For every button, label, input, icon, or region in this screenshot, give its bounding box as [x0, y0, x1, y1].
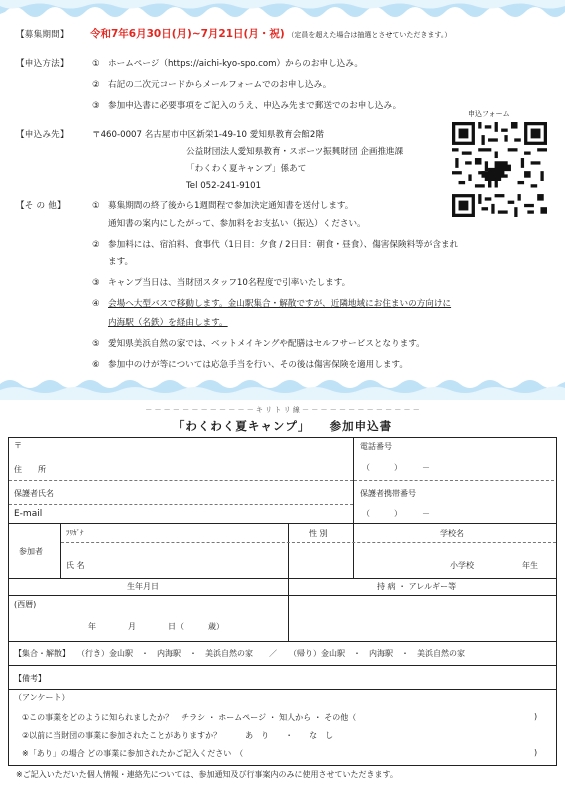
remarks-label: 【備考】: [14, 674, 46, 683]
survey-question-2[interactable]: ②以前に当財団の事業に参加されたことがありますか？ あ り ・ な し: [22, 731, 334, 740]
mobile-field[interactable]: （ ） －: [362, 509, 430, 518]
survey-label: （アンケート）: [14, 693, 70, 702]
participant-name-label: 氏 名: [66, 561, 85, 570]
other-item-1-line-2: 通知書の案内にしたがって、参加料をお支払い（振込）ください。: [108, 219, 366, 229]
mobile-label: 保護者携帯番号: [360, 489, 416, 498]
meeting-options[interactable]: （行き）金山駅 ・ 内海駅 ・ 美浜自然の家 ／ （帰り）金山駅 ・ 内海駅 ・ 美浜自然の家: [77, 649, 465, 658]
qr-caption: 申込フォーム: [468, 110, 510, 118]
address-label: 住 所: [14, 465, 46, 474]
apply-method-item-3: ③ 参加申込書に必要事項をご記入のうえ、申込み先まで郵送でのお申し込み。: [92, 101, 402, 111]
privacy-footer: ※ご記入いただいた個人情報・連絡先については、参加通知及び行事案内のみに使用させていただきます。: [16, 770, 398, 779]
birthdate-label: 生年月日: [127, 582, 159, 591]
apply-method-label: 【申込方法】: [16, 59, 69, 69]
apply-to-label: 【申込み先】: [16, 130, 69, 140]
apply-to-org: 公益財団法人愛知県教育・スポーツ振興財団 企画推進課: [186, 147, 404, 157]
apply-to-dept: 「わくわく夏キャンプ」係あて: [186, 164, 307, 174]
other-item-1: ① 募集期間の終了後から1週間程で参加決定通知書を送付します。: [92, 201, 354, 211]
survey-question-1[interactable]: ①この事業をどのように知られましたか？ チラシ ・ ホームページ ・ 知人から ・ その他（: [22, 713, 357, 722]
grade-suffix: 年生: [522, 561, 538, 570]
other-item-4-line-2: 内海駅（名鉄）を経由します。: [108, 318, 228, 328]
other-item-2: ② 参加料には、宿泊料、食事代（1日目：夕食 / 2日目：朝食・昼食）、傷害保険料等が含まれ: [92, 240, 459, 250]
period-dates: 令和7年6月30日(月)~7月21日(月・祝): [90, 28, 285, 40]
participant-label: 参加者: [19, 547, 43, 556]
school-suffix: 小学校: [450, 561, 474, 570]
period-dates-row: [90, 26, 451, 41]
apply-to-address: 〒460-0007 名古屋市中区新栄1-49-10 愛知県教育会館2階: [92, 130, 324, 140]
period-note: （定員を超えた場合は抽選とさせていただきます。）: [287, 31, 452, 39]
other-label: 【そ の 他】: [16, 201, 66, 211]
gender-label: 性 別: [309, 529, 328, 538]
apply-method-item-2: ② 右記の二次元コードからメールフォームでのお申し込み。: [92, 80, 332, 90]
other-item-3: ③ キャンプ当日は、当財団スタッフ10名程度で引率いたします。: [92, 278, 351, 288]
school-label: 学校名: [440, 529, 464, 538]
birthdate-field[interactable]: 年 月 日（ 歳）: [88, 622, 224, 631]
qr-code-image[interactable]: [452, 122, 547, 217]
illness-label: 持 病 ・ アレルギー等: [377, 582, 457, 591]
survey-q1-close: ): [534, 712, 538, 721]
email-label: E-mail: [14, 509, 43, 519]
furigana-label: ﾌﾘｶﾞﾅ: [66, 529, 84, 537]
period-label: 【募集期間】: [16, 30, 69, 40]
era-label: (西暦): [14, 600, 37, 609]
cut-line: － － － － － － － － － － － － キ リ ト リ 線 － － － － － － － － － － － － －: [145, 406, 420, 414]
top-wave-decoration: [0, 0, 565, 24]
survey-q3-close: ): [534, 748, 538, 757]
postal-mark: 〒: [14, 441, 22, 450]
other-item-2-line-2: ます。: [108, 257, 134, 267]
apply-method-item-1: ① ホームページ（https://aichi-kyo-spo.com）からのお申し込み。: [92, 59, 363, 69]
middle-wave-decoration: [0, 374, 565, 400]
form-title: 「わくわく夏キャンプ」 参加申込書: [172, 419, 393, 433]
other-item-5: ⑤ 愛知県美浜自然の家では、ベットメイキングや配膳はセルフサービスとなります。: [92, 339, 425, 349]
meeting-label: 【集合・解散】: [14, 649, 70, 658]
other-item-4: ④ 会場へ大型バスで移動します。金山駅集合・解散ですが、近隣地域にお住まいの方向けに: [92, 299, 452, 309]
phone-field[interactable]: （ ） －: [362, 463, 430, 472]
period-section: [16, 28, 69, 40]
guardian-name-label: 保護者氏名: [14, 489, 54, 498]
apply-to-tel: Tel 052-241-9101: [186, 181, 262, 191]
phone-label: 電話番号: [360, 442, 392, 451]
other-item-6: ⑥ 参加中のけが等については応急手当を行い、その後は傷害保険を適用します。: [92, 360, 408, 370]
survey-question-3[interactable]: ※「あり」の場合 どの事業に参加されたかご記入ください （: [22, 749, 244, 758]
